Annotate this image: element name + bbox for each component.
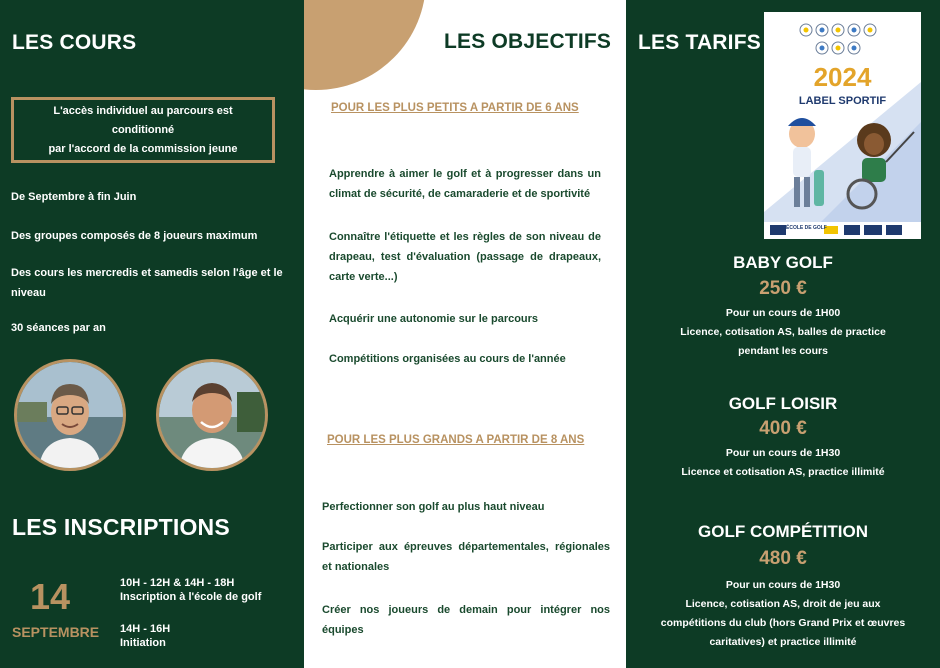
label-year: 2024 <box>813 62 872 92</box>
plan-desc: Licence et cotisation AS, practice illimité <box>681 466 885 478</box>
coach-photo-2 <box>156 359 268 471</box>
slot-1-label: Inscription à l'école de golf <box>120 591 262 603</box>
objective-item: Compétitions organisées au cours de l'année <box>329 353 566 365</box>
plan-name: GOLF COMPÉTITION <box>698 522 868 541</box>
plan-desc: Pour un cours de 1H00 <box>725 307 841 319</box>
objective-item: Participer aux épreuves départementales, régionales et nationales <box>322 541 610 573</box>
plan-name: GOLF LOISIR <box>728 394 838 413</box>
objective-item: Acquérir une autonomie sur le parcours <box>329 313 539 325</box>
coach-portrait-icon <box>159 362 265 468</box>
plan-name: BABY GOLF <box>733 253 833 272</box>
plan-desc: Licence, cotisation AS, droit de jeu aux <box>685 598 881 610</box>
objective-item: Apprendre à aimer le golf et à progresser dans un climat de sécurité, de camaraderie et de sportivité <box>329 168 601 200</box>
objective-item: Perfectionner son golf au plus haut niveau <box>322 501 545 513</box>
slot-1-time: 10H - 12H & 14H - 18H <box>120 577 235 589</box>
left-panel <box>0 0 304 668</box>
tarifs-title: LES TARIFS <box>638 31 761 54</box>
plan-desc: caritatives) et practice illimité <box>709 636 857 648</box>
plan-desc: Licence, cotisation AS, balles de practice <box>680 326 886 338</box>
right-panel <box>626 0 940 668</box>
label-sportif-illustration-icon <box>764 12 921 239</box>
section-1-title: POUR LES PLUS PETITS A PARTIR DE 6 ANS <box>331 102 579 114</box>
cours-item: Des groupes composés de 8 joueurs maximum <box>11 230 258 242</box>
access-line-1: L'accès individuel au parcours est conditionné <box>53 104 233 136</box>
slot-2-label: Initiation <box>120 637 166 649</box>
label-sportif-card <box>764 12 921 239</box>
cours-item: De Septembre à fin Juin <box>11 191 137 203</box>
inscription-day: 14 <box>30 576 71 617</box>
schedule-slot-1 <box>120 576 261 604</box>
coach-portrait-icon <box>17 362 123 468</box>
objective-item: Connaître l'étiquette et les règles de son niveau de drapeau, test d'évaluation (passage de drapeaux, carte verte...) <box>329 231 601 283</box>
slot-2-time: 14H - 16H <box>120 623 171 635</box>
coach-photo-1 <box>14 359 126 471</box>
label-text: LABEL SPORTIF <box>798 95 887 107</box>
cours-title: LES COURS <box>12 31 137 54</box>
cours-item: Des cours les mercredis et samedis selon l'âge et le niveau <box>11 267 283 299</box>
inscription-month: SEPTEMBRE <box>12 624 100 640</box>
label-sponsor: ÉCOLE DE GOLF <box>786 225 827 231</box>
decorative-circle <box>304 0 426 90</box>
plan-desc: Pour un cours de 1H30 <box>725 579 841 591</box>
plan-desc: pendant les cours <box>738 345 828 357</box>
middle-panel <box>304 0 626 668</box>
objective-item: Créer nos joueurs de demain pour intégrer nos équipes <box>322 604 610 636</box>
plan-desc: compétitions du club (hors Grand Prix et œuvres <box>660 617 906 629</box>
plan-price: 400 € <box>759 418 807 439</box>
access-notice-text <box>26 102 260 159</box>
access-line-2: par l'accord de la commission jeune <box>48 142 238 155</box>
plan-price: 250 € <box>759 278 807 299</box>
inscriptions-title: LES INSCRIPTIONS <box>12 514 230 540</box>
plan-desc: Pour un cours de 1H30 <box>725 447 841 459</box>
access-notice-box <box>11 97 275 163</box>
plan-price: 480 € <box>759 548 807 569</box>
section-2-title: POUR LES PLUS GRANDS A PARTIR DE 8 ANS <box>327 434 585 446</box>
cours-item: 30 séances par an <box>11 322 106 334</box>
schedule-slot-2 <box>120 622 170 650</box>
objectifs-title: LES OBJECTIFS <box>444 30 612 53</box>
